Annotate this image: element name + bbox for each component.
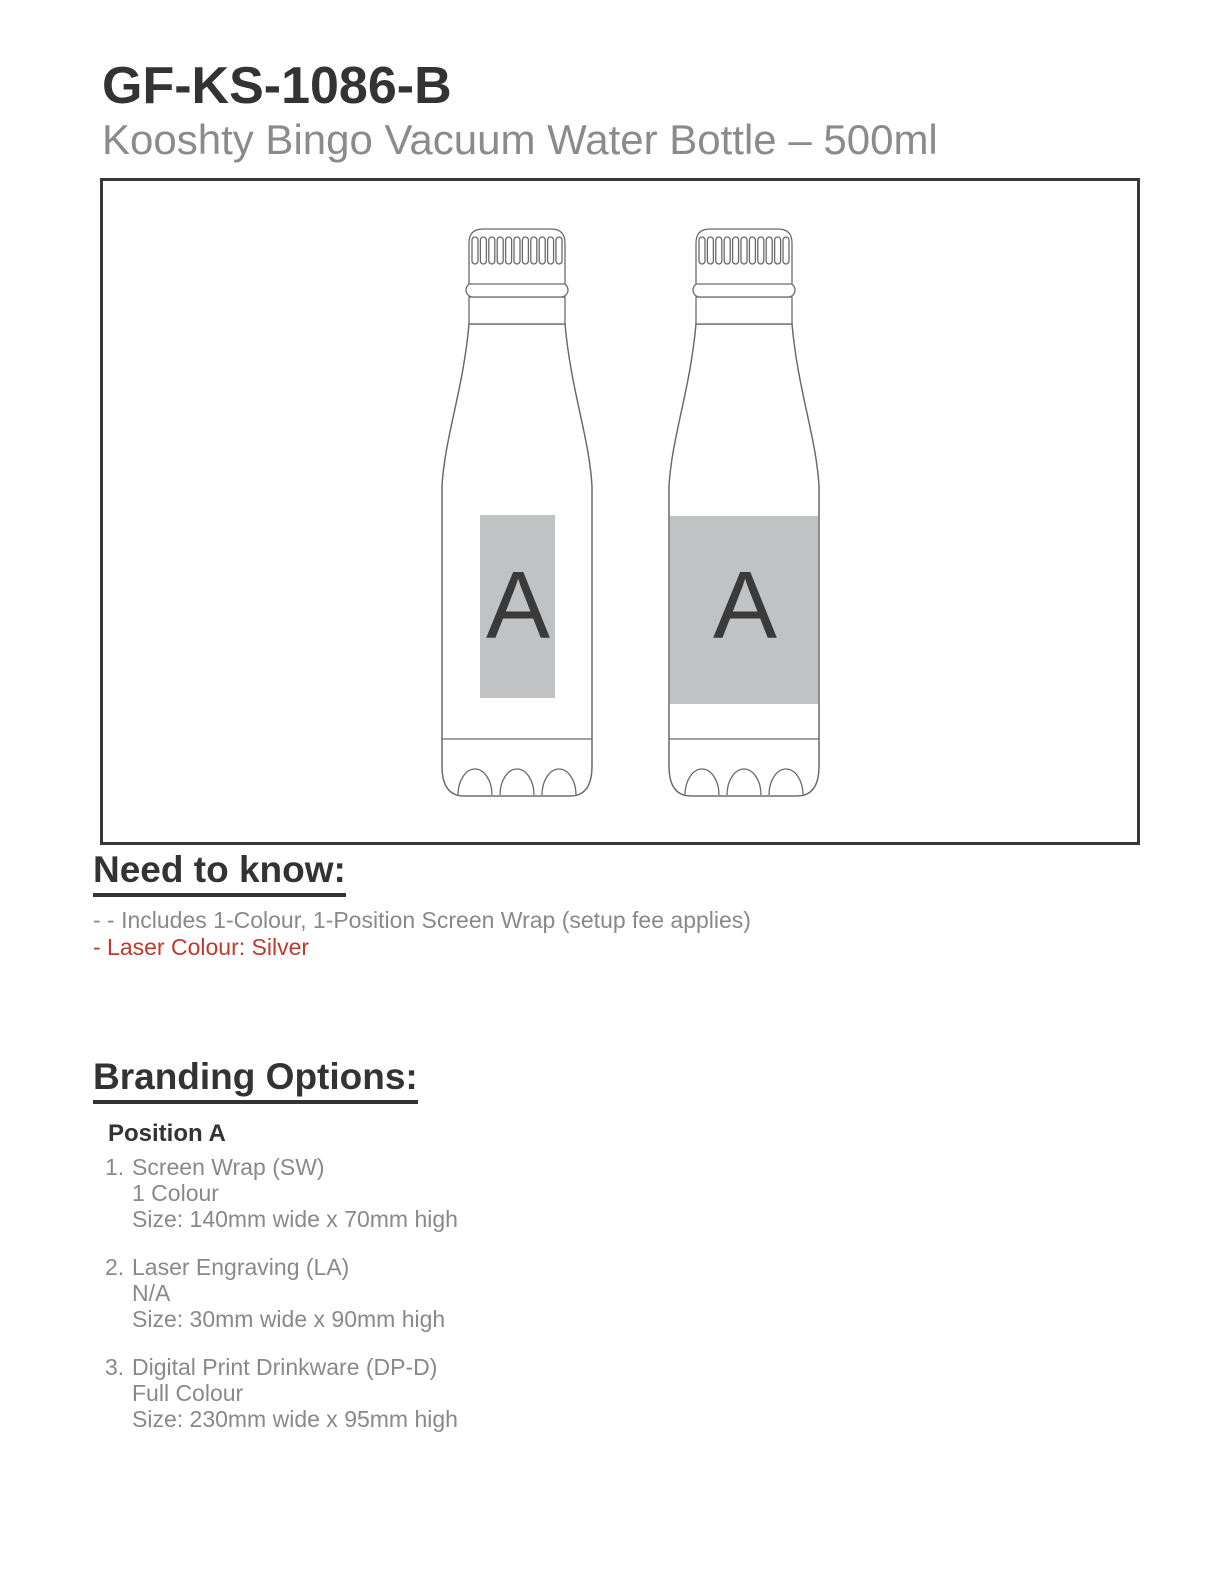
option-size: Size: 230mm wide x 95mm high <box>132 1406 458 1432</box>
branding-options-heading: Branding Options: <box>93 1056 418 1104</box>
bottle-back-view <box>666 221 822 799</box>
option-colour: 1 Colour <box>132 1180 219 1206</box>
page-title: GF-KS-1086-B <box>102 57 452 115</box>
bottle-cap-ridges <box>472 237 562 264</box>
bottle-collar-ring <box>693 283 795 297</box>
product-diagram-frame <box>100 178 1140 845</box>
option-method: Digital Print Drinkware (DP-D) <box>132 1354 438 1380</box>
option-method: Laser Engraving (LA) <box>132 1254 350 1280</box>
branding-option-screen-wrap <box>105 1154 458 1232</box>
branding-options-section <box>93 1056 458 1454</box>
bottle-neck <box>469 297 565 324</box>
page-subtitle: Kooshty Bingo Vacuum Water Bottle – 500ml <box>102 116 938 163</box>
option-size: Size: 140mm wide x 70mm high <box>132 1206 458 1232</box>
branding-option-digital-print <box>105 1354 458 1432</box>
bottle-foot-scallops <box>685 769 803 795</box>
need-to-know-item-laser-colour: - Laser Colour: Silver <box>93 934 310 960</box>
position-a-marker: A <box>485 552 551 659</box>
position-a-marker: A <box>712 552 778 659</box>
option-number: 1. <box>105 1154 125 1180</box>
need-to-know-heading: Need to know: <box>93 849 346 897</box>
bottle-neck <box>696 297 792 324</box>
need-to-know-item-screen-wrap: - - Includes 1-Colour, 1-Position Screen Wrap (setup fee applies) <box>93 907 751 933</box>
option-size: Size: 30mm wide x 90mm high <box>132 1306 446 1332</box>
option-colour: N/A <box>132 1280 171 1306</box>
bottle-collar-ring <box>466 283 568 297</box>
option-number: 2. <box>105 1254 125 1280</box>
bottle-foot-scallops <box>458 769 576 795</box>
need-to-know-section <box>93 849 751 961</box>
branding-option-laser-engraving <box>105 1254 458 1332</box>
position-a-heading: Position A <box>108 1120 226 1147</box>
option-number: 3. <box>105 1354 125 1380</box>
option-colour: Full Colour <box>132 1380 244 1406</box>
bottle-cap-ridges <box>699 237 789 264</box>
bottle-front-view <box>439 221 595 799</box>
option-method: Screen Wrap (SW) <box>132 1154 325 1180</box>
